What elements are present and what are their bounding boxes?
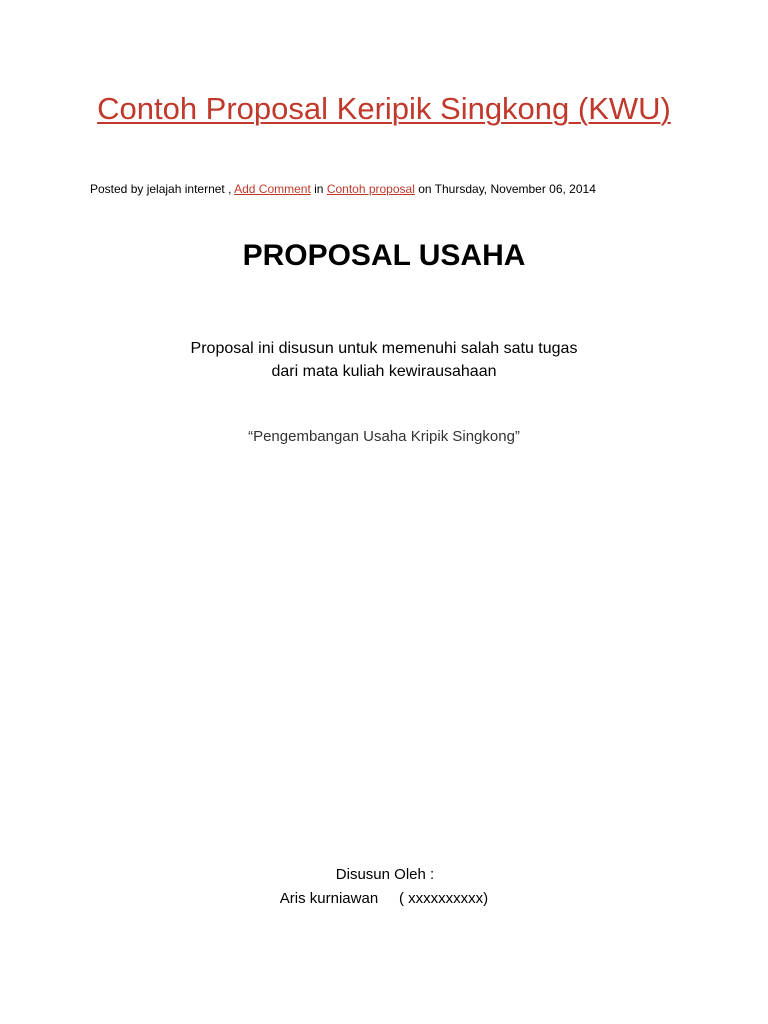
- prepared-by-label: Disusun Oleh :: [335, 866, 435, 883]
- author-name: Aris kurniawan: [279, 890, 379, 907]
- author-block: [0, 863, 768, 911]
- byline-posted-by: Posted by jelajah internet ,: [90, 182, 235, 196]
- post-title-link[interactable]: Contoh Proposal Keripik Singkong (KWU): [97, 91, 671, 126]
- purpose-line-2: dari mata kuliah kewirausahaan: [271, 363, 497, 380]
- document-heading: PROPOSAL USAHA: [242, 239, 526, 272]
- byline-date: on Thursday, November 06, 2014: [414, 182, 596, 196]
- byline-in: in: [310, 182, 327, 196]
- proposal-subtitle: “Pengembangan Usaha Kripik Singkong”: [248, 428, 520, 445]
- add-comment-link[interactable]: Add Comment: [234, 182, 311, 196]
- purpose-statement: [0, 337, 768, 383]
- category-link[interactable]: Contoh proposal: [326, 182, 415, 196]
- author-id: ( xxxxxxxxxx): [399, 890, 489, 907]
- author-line: [0, 887, 768, 911]
- post-byline: [90, 181, 596, 197]
- purpose-line-1: Proposal ini disusun untuk memenuhi salah satu tugas: [190, 340, 578, 357]
